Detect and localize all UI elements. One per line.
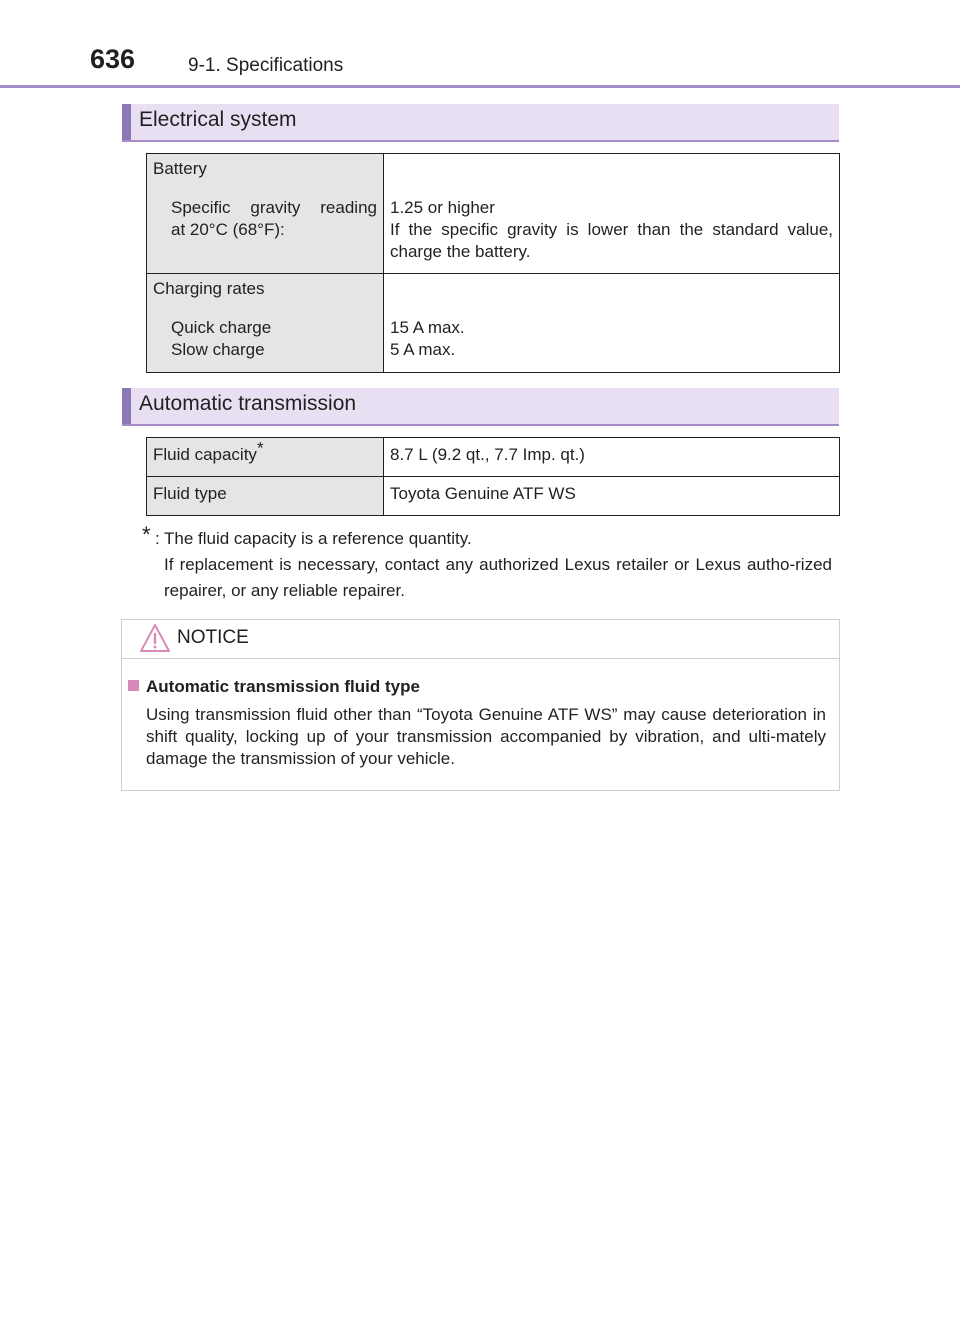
notice-subheading: Automatic transmission fluid type: [146, 677, 420, 696]
charging-value-cell: [384, 274, 840, 373]
heading-accent-bar: [122, 104, 131, 140]
specific-gravity-temp-label: at 20°C (68°F):: [171, 220, 285, 239]
electrical-system-heading: [122, 104, 839, 142]
table-row: [147, 477, 840, 516]
fluid-capacity-value: 8.7 L (9.2 qt., 7.7 Imp. qt.): [390, 445, 585, 464]
notice-header: [122, 620, 839, 659]
fluid-type-label-cell: [147, 477, 384, 516]
charging-label-cell: [147, 274, 384, 373]
footnote-line-2: If replacement is necessary, contact any authorized Lexus retailer or Lexus autho-rized repairer, or any reliable repairer.: [164, 555, 832, 600]
page-header: [0, 0, 960, 90]
battery-value-cell: [384, 154, 840, 274]
table-row: [147, 154, 840, 274]
footnote-asterisk: *: [142, 522, 151, 547]
electrical-spec-table: [146, 153, 840, 373]
fluid-capacity-label-cell: [147, 438, 384, 477]
fluid-type-label: Fluid type: [153, 484, 227, 503]
notice-box: [121, 619, 840, 791]
warning-icon: [139, 623, 171, 658]
automatic-transmission-heading: [122, 388, 839, 426]
footnote-colon: :: [155, 529, 160, 548]
footnote-line-1: The fluid capacity is a reference quantity.: [164, 529, 472, 548]
fluid-capacity-value-cell: [384, 438, 840, 477]
charging-rates-label: Charging rates: [153, 279, 265, 298]
specific-gravity-label: Specific gravity reading: [171, 198, 377, 217]
section-label: 9-1. Specifications: [188, 55, 344, 76]
quick-charge-label: Quick charge: [171, 318, 272, 337]
fluid-type-value-cell: [384, 477, 840, 516]
automatic-transmission-title: Automatic transmission: [139, 392, 357, 415]
heading-accent-bar: [122, 388, 131, 424]
notice-text: Using transmission fluid other than “Toyota Genuine ATF WS” may cause deterioration in shift quality, locking up of your transmission accompanied by vibration, and ulti-mately damage the transmission of your vehicle.: [146, 705, 826, 768]
notice-title: NOTICE: [177, 627, 249, 648]
quick-charge-value: 15 A max.: [390, 318, 465, 337]
fluid-type-value: Toyota Genuine ATF WS: [390, 484, 576, 503]
slow-charge-label: Slow charge: [171, 340, 265, 359]
table-row: [147, 438, 840, 477]
page-number: 636: [90, 44, 136, 74]
electrical-system-title: Electrical system: [139, 108, 297, 131]
slow-charge-value: 5 A max.: [390, 340, 456, 359]
fluid-capacity-label: Fluid capacity: [153, 445, 257, 464]
footnote: [142, 522, 832, 604]
table-row: [147, 274, 840, 373]
specific-gravity-value: 1.25 or higher: [390, 198, 495, 217]
battery-label: Battery: [153, 159, 207, 178]
header-divider: [0, 85, 960, 88]
fluid-capacity-asterisk: *: [256, 438, 264, 458]
square-bullet-icon: [128, 680, 139, 691]
battery-label-cell: [147, 154, 384, 274]
transmission-spec-table: [146, 437, 840, 516]
notice-body: [128, 676, 826, 770]
specific-gravity-note: If the specific gravity is lower than the standard value, charge the battery.: [390, 220, 833, 261]
